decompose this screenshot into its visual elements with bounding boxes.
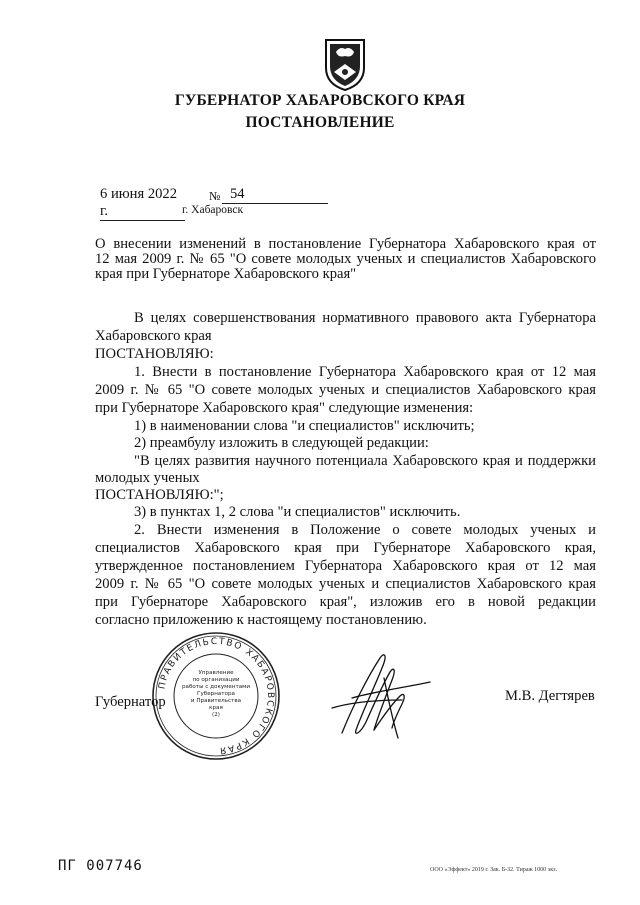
sub-item-3: 3) в пунктах 1, 2 слова "и специалистов" исключить. bbox=[134, 504, 461, 520]
preamble-line: В целях совершенствования нормативного правового акта Губернатора bbox=[134, 310, 596, 326]
item-2-line: специалистов Хабаровского края при Губернаторе Хабаровского края, bbox=[95, 540, 596, 556]
issue-city: г. Хабаровск bbox=[182, 204, 244, 216]
seal-center-text: по организации bbox=[192, 677, 240, 683]
quoted-preamble-line: "В целях развития научного потенциала Хабаровского края и поддержки bbox=[134, 453, 596, 469]
item-2-line: при Губернаторе Хабаровского края", изложив его в новой редакции bbox=[95, 594, 596, 610]
item-1-line: при Губернаторе Хабаровского края" следующие изменения: bbox=[95, 400, 474, 416]
seal-center-text: Управление bbox=[198, 670, 234, 676]
subject-line: края при Губернаторе Хабаровского края" bbox=[95, 266, 357, 282]
decree-word: ПОСТАНОВЛЯЮ: bbox=[95, 346, 214, 362]
document-type: ПОСТАНОВЛЕНИЕ bbox=[245, 114, 395, 131]
document-date: 6 июня 2022 г. bbox=[100, 186, 185, 221]
sub-item-2: 2) преамбулу изложить в следующей редакции: bbox=[134, 435, 429, 451]
issuing-authority: ГУБЕРНАТОР ХАБАРОВСКОГО КРАЯ bbox=[174, 92, 466, 109]
seal-center-text: Губернатора bbox=[197, 691, 235, 697]
signatory-name: М.В. Дегтярев bbox=[505, 688, 595, 704]
quoted-preamble-line: ПОСТАНОВЛЯЮ:"; bbox=[95, 487, 224, 503]
official-seal bbox=[150, 630, 282, 762]
form-serial-number: ПГ 007746 bbox=[58, 858, 143, 874]
handwritten-signature bbox=[322, 638, 442, 748]
seal-center-text: (2) bbox=[212, 712, 220, 718]
item-2-line: 2009 г. № 65 "О совете молодых ученых и специалистов Хабаровского края bbox=[95, 576, 596, 592]
item-1-line: 2009 г. № 65 "О совете молодых ученых и специалистов Хабаровского края bbox=[95, 382, 596, 398]
seal-center-text: и Правительства bbox=[190, 698, 242, 704]
item-2-line: 2. Внести изменения в Положение о совете молодых ученых и bbox=[134, 522, 596, 538]
subject-line: О внесении изменений в постановление Губернатора Хабаровского края от bbox=[95, 236, 596, 252]
quoted-preamble-line: молодых ученых bbox=[95, 470, 200, 486]
seal-center-text: работы с документами bbox=[182, 684, 250, 690]
preamble-line: Хабаровского края bbox=[95, 328, 212, 344]
coat-of-arms-icon bbox=[322, 36, 368, 92]
item-1-line: 1. Внести в постановление Губернатора Хабаровского края от 12 мая bbox=[134, 364, 596, 380]
number-label: № bbox=[209, 189, 221, 203]
item-2-line: утвержденное постановлением Губернатора Хабаровского края от 12 мая bbox=[95, 558, 596, 574]
document-number: 54 bbox=[222, 186, 328, 204]
item-2-line: согласно приложению к настоящему постановлению. bbox=[95, 612, 427, 628]
printer-imprint: ООО «Эффект» 2019 г. Зак. Б-32. Тираж 1000 экз. bbox=[430, 867, 557, 873]
sub-item-1: 1) в наименовании слова "и специалистов" исключить; bbox=[134, 418, 475, 434]
subject-line: 12 мая 2009 г. № 65 "О совете молодых ученых и специалистов Хабаровского bbox=[95, 251, 596, 267]
seal-ring-text: ПРАВИТЕЛЬСТВО ХАБАРОВСКОГО КРАЯ bbox=[157, 636, 276, 756]
seal-center-text: края bbox=[209, 705, 223, 711]
signatory-title: Губернатор bbox=[95, 694, 166, 710]
